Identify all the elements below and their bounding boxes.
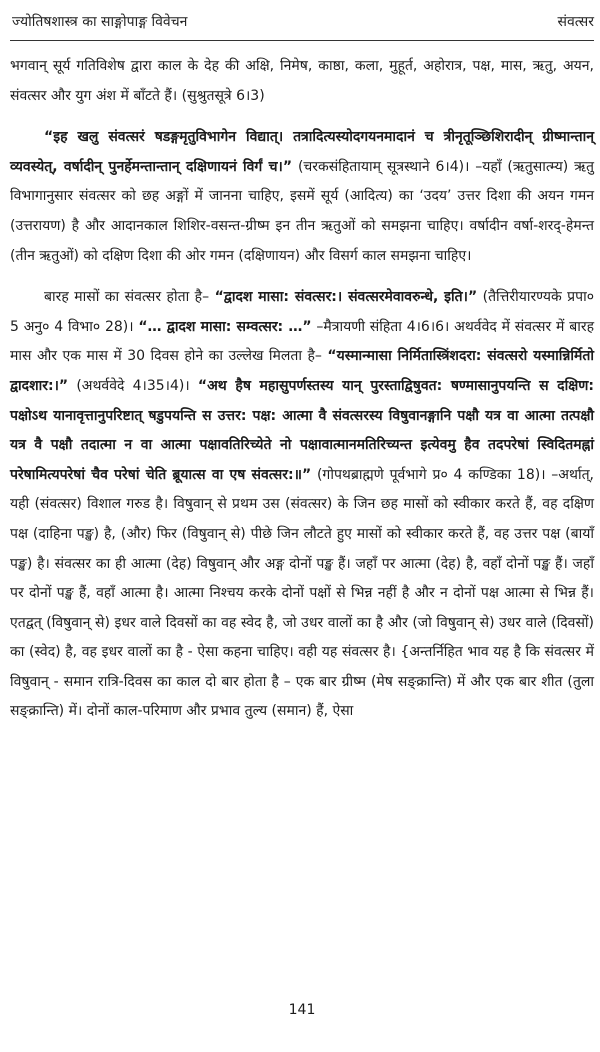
taittiriya-quote: “द्वादश मासा: संवत्सर:। संवत्सरमेवावरुन्धे, इति।” — [214, 289, 478, 306]
header-chapter-title: संवत्सर — [557, 13, 594, 30]
maitrayani-quote: “… द्वादश मासा: सम्वत्सर: …” — [138, 318, 312, 335]
paragraph-2 — [10, 123, 594, 271]
paragraph-3-text-4: (अथर्ववेदे 4।35।4)। — [68, 377, 198, 394]
page-number: 141 — [288, 1002, 316, 1018]
paragraph-3-text-5: (गोपथब्राह्मणे पूर्वभागे प्र० 4 कण्डिका 18)। –अर्थात्, यही (संवत्सर) विशाल गरुड है। विषुवान् से प्रथम उस (संवत्सर) के जिन छह मासों को स्वीकार करते हैं, वह दक्षिण पक्ष (दाहिना पङ्ख) है, (और) फिर (विषुवान् से) पीछे जिन लौटते हुए मासों को स्वीकार करते हैं, वह उत्तर पक्ष (बायाँ पङ्ख) है। संवत्सर का ही आत्मा (देह) विषुवान् और अङ्ग दोनों पङ्ख हैं। जहाँ पर आत्मा (देह) है, वहाँ दोनों पङ्ख हैं। जहाँ पर दोनों पङ्ख हैं, वहाँ आत्मा है। आत्मा निश्चय करके दोनों पक्षों से भिन्न नहीं है और न दोनों पक्ष आत्मा से भिन्न हैं। एतद्वत् (विषुवान् से) इधर वाले दिवसों का वह स्वेद है, जो उधर वालों का है और (जो विषुवान् से) उधर वाले (दिवसों) का (स्वेद) है, वह इधर वालों का है - ऐसा कहना चाहिए। वही यह संवत्सर है। {अन्तर्निहित भाव यह है कि संवत्सर में विषुवान् - समान रात्रि-दिवस का काल दो बार होता है – एक बार ग्रीष्म (मेष सङ्क्रान्ति) में और एक बार शीत (तुला सङ्क्रान्ति) में। दोनों काल-परिमाण और प्रभाव तुल्य (समान) हैं, ऐसा — [10, 466, 594, 720]
running-header — [12, 6, 594, 36]
paragraph-3-text-3: –मैत्रायणी संहिता 4।6।6। अथर्ववेद में संवत्सर में बारह मास और एक मास में 30 दिवस होने का उल्लेख मिलता है– — [10, 318, 594, 365]
paragraph-1 — [10, 52, 594, 111]
paragraph-2-text: (चरकसंहितायाम् सूत्रस्थाने 6।4)। –यहाँ (ऋतुसात्म्य) ऋतु विभागानुसार संवत्सर को छह अङ्गों में जानना चाहिए, इसमें सूर्य (आदित्य) का ‘उदय’ उत्तर दिशा की अयन गमन (उत्तरायण) है और आदानकाल शिशिर-वसन्त-ग्रीष्म इन तीन ऋतुओं को समझना चाहिए। वर्षादीन वर्षा-शरद्-हेमन्त (तीन ऋतुओं) को दक्षिण दिशा की ओर गमन (दक्षिणायन) और विसर्ग काल समझना चाहिए। — [10, 158, 595, 264]
header-rule — [10, 40, 594, 41]
paragraph-1-text: भगवान् सूर्य गतिविशेष द्वारा काल के देह की अक्षि, निमेष, काष्ठा, कला, मुहूर्त, अहोरात्र, पक्ष, मास, ऋतु, अयन, संवत्सर और युग अंश में बाँटते हैं। (सुश्रुतसूत्रे 6।3) — [10, 58, 594, 104]
atharvaveda-quote: “यस्मान्मासा निर्मितास्त्रिंशदरा: संवत्सरो यस्मान्निर्मितो द्वादशार:।” — [10, 348, 594, 394]
paragraph-3-text-2: (तैत्तिरीयारण्यके प्रपा० 5 अनु० 4 विभा० 28)। — [10, 289, 594, 335]
book-page — [10, 0, 594, 1052]
header-book-title: ज्योतिषशास्त्र का साङ्गोपाङ्ग विवेचन — [12, 13, 188, 30]
charaka-verse: “इह खलु संवत्सरं षडङ्गमृतुविभागेन विद्यात्। तत्रादित्यस्योदगयनमादानं च त्रीनृतूञ्छिशिरादीन् ग्रीष्मान्तान् व्यवस्येत्, वर्षादीन् पुनर्हेमन्तान्तान् दक्षिणायनं विर्गं च।” — [10, 129, 594, 175]
paragraph-3-text-1: बारह मासों का संवत्सर होता है– — [44, 289, 215, 306]
gopatha-quote: “अथ हैष महासुपर्णस्तस्य यान् पुरस्ताद्विषुवत: षण्मासानुपयन्ति स दक्षिण: पक्षोऽथ यानावृत्तानुपरिष्टात् षडुपयन्ति स उत्तर: पक्ष: आत्मा वै संवत्सरस्य विषुवानङ्गानि पक्षौ यत्र वा आत्मा तत्पक्षौ यत्र वै पक्षौ तदात्मा न वा आत्मा पक्षावतिरिच्येते नो पक्षावात्मानमतिरिच्यन्त इत्येवमु हैव तदपरेषां स्विदितमह्नां परेषामित्यपरेषां चैव परेषां चेति ब्रूयात्स वा एष संवत्सर:॥” — [10, 377, 595, 483]
paragraph-3 — [10, 283, 594, 727]
page-body — [10, 52, 594, 727]
